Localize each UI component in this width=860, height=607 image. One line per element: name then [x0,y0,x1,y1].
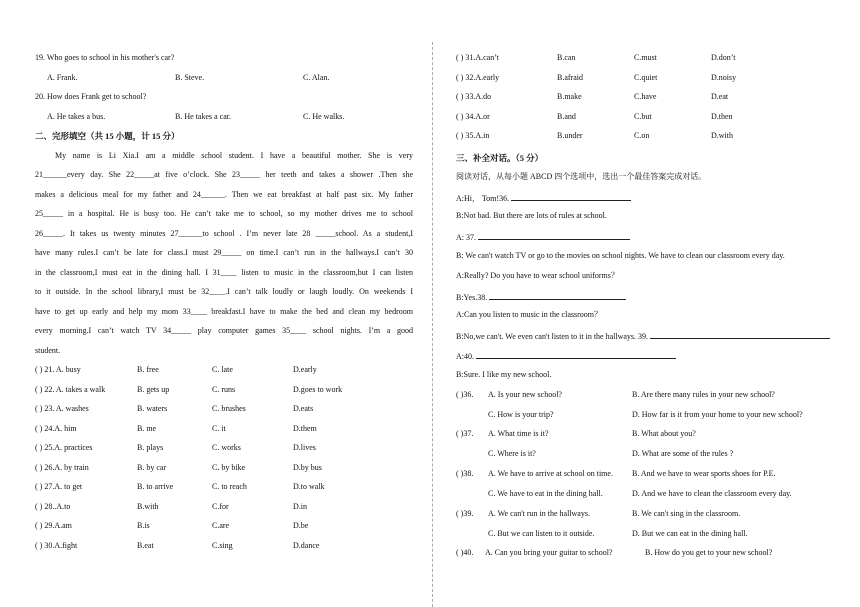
option-c: C. it [212,424,226,433]
passage-line: to it outside. In the school library,I must be 32____.I can’t talk loudly or laugh loudly. On weekends I [35,287,413,296]
choice-a: A. We can't run in the hallways. [488,509,590,518]
option-d: D.in [293,502,307,511]
passage-line: 26_____. It takes us twenty minutes 27______to school . I’m never late 28 _____school. As a student,I [35,229,413,238]
dialogue-text: A:40. [456,352,474,361]
option-d: D.be [293,521,309,530]
question-number-option-a: ( ) 33.A.do [456,92,492,101]
option-d: D.with [711,131,733,140]
question-number-option-a: ( ) 22. A. takes a walk [35,385,106,394]
option-c: C. late [212,365,233,374]
option-c: C. brushes [212,404,246,413]
option-b: B.with [137,502,159,511]
dialogue-line [456,250,826,262]
option-a: A. He takes a bus. [47,112,106,121]
section-2-title: 二、完形填空（共 15 小题，计 15 分） [35,131,180,141]
choice-number: ( )39. [456,509,474,518]
option-d: D.eat [711,92,729,101]
choice-a: A. Can you bring your guitar to school? [485,548,613,557]
choice-b: B. What about you? [632,429,696,438]
dialogue-line [456,210,826,222]
option-d: D.by bus [293,463,322,472]
option-d: D.don’t [711,53,736,62]
option-b: B. plays [137,443,164,452]
option-b: B. by car [137,463,167,472]
question-number-option-a: ( ) 28..A.to [35,502,71,511]
question-number-option-a: ( ) 29.A.am [35,521,72,530]
option-c: C.are [212,521,230,530]
answer-blank [476,349,676,359]
choice-c: C. We have to eat in the dining hall. [488,489,603,498]
option-c: C.have [634,92,657,101]
choice-a: A. What time is it? [488,429,549,438]
option-d: D.early [293,365,317,374]
question-number-option-a: ( ) 24.A. him [35,424,77,433]
left-column [35,0,413,607]
choice-b: B. Are there many rules in your new school? [632,390,775,399]
choice-d: D. And we have to clean the classroom every day. [632,489,792,498]
dialogue-text: B:No,we can't. We even can't listen to it in the hallways. 39. [456,332,649,341]
question-number-option-a: ( ) 27.A. to get [35,482,83,491]
option-b: B.is [137,521,150,530]
option-c: C.but [634,112,652,121]
question-number-option-a: ( ) 30.A.fight [35,541,78,550]
dialogue-line [456,191,826,205]
question-19: 19. Who goes to school in his mother's car? [35,53,175,62]
option-c: C.quiet [634,73,658,82]
choice-b: B. We can't sing in the classroom. [632,509,741,518]
dialogue-text: A:Can you listen to music in the classroom？ [456,310,602,319]
dialogue-text: A:Hi， Tom!36. [456,194,510,203]
choice-number: ( )40. [456,548,474,557]
option-b: B.make [557,92,582,101]
option-b: B. He takes a car. [175,112,231,121]
passage-line: have many rules.I can’t be late for class.I must 29_____ on time.I can’t run in the hallways.I can’t 30 [35,248,413,257]
option-b: B.afraid [557,73,583,82]
option-d: D.noisy [711,73,737,82]
option-b: B. free [137,365,159,374]
question-number-option-a: ( ) 31.A.can’t [456,53,499,62]
option-c: C. works [212,443,241,452]
option-b: B.can [557,53,576,62]
passage-line: student. [35,346,61,355]
answer-blank [478,230,630,240]
dialogue-text: A:Really? Do you have to wear school uniforms？ [456,271,619,280]
choice-c: C. Where is it? [488,449,536,458]
passage-line: 21______every day. She 22_____at five o’clock. She 23_____ her teeth and takes a shower .Then she [35,170,413,179]
dialogue-text: B:Not bad. But there are lots of rules at school. [456,211,607,220]
question-number-option-a: ( ) 21. A. busy [35,365,81,374]
passage-line: in the classroom,I must eat in the dining hall. I 31____ listen to music in the classroom,but I can listen [35,268,413,277]
question-number-option-a: ( ) 26.A. by train [35,463,89,472]
choice-c: C. But we can listen to it outside. [488,529,595,538]
choice-d: D. How far is it from your home to your new school? [632,410,803,419]
option-c: C. He walks. [303,112,345,121]
answer-blank [650,329,830,339]
choice-d: D. What are some of the rules ? [632,449,734,458]
choice-b: B. And we have to wear sports shoes for P.E. [632,469,776,478]
passage-line: have to get up early and help my mom 33____ breakfast.I have to make the bed and clean my bedroom [35,307,413,316]
section-3-instructions: 阅读对话，从每小题 ABCD 四个选项中，选出一个最佳答案完成对话。 [456,172,707,181]
section-3-title: 三、补全对话。（5 分） [456,153,544,163]
dialogue-text: B:Yes.38. [456,293,488,302]
passage-line: My name is Li Xia.I am a middle school student. I have a beautiful mother. She is very [55,151,413,160]
dialogue-line [456,270,826,282]
option-d: D.goes to work [293,385,343,394]
option-b: B. gets up [137,385,170,394]
option-d: D.dance [293,541,320,550]
option-c: C. runs [212,385,236,394]
option-b: B. me [137,424,157,433]
choice-c: C. How is your trip? [488,410,554,419]
column-divider [432,42,433,607]
dialogue-text: A: 37. [456,233,476,242]
option-d: D.them [293,424,317,433]
question-20: 20. How does Frank get to school? [35,92,147,101]
option-c: C.sing [212,541,233,550]
dialogue-line [456,349,826,363]
passage-line: every morning.I can’t watch TV 34_____ play computer games 35____ school nights. I’m a good [35,326,413,335]
answer-blank [489,290,626,300]
option-b: B. Steve. [175,73,205,82]
dialogue-line [456,329,826,343]
option-b: B.and [557,112,576,121]
choice-a: A. Is your new school? [488,390,562,399]
option-b: B.eat [137,541,154,550]
right-column [456,0,826,607]
passage-line: 25_____ in a hospital. He is busy too. He can’t take me to school, so my mother drives me to school [35,209,413,218]
option-c: C. Alan. [303,73,330,82]
option-c: C.on [634,131,650,140]
option-a: A. Frank. [47,73,78,82]
question-number-option-a: ( ) 25.A. practices [35,443,93,452]
option-b: B. to arrive [137,482,174,491]
dialogue-line [456,369,826,381]
question-number-option-a: ( ) 32.A.early [456,73,500,82]
option-c: C.must [634,53,657,62]
option-c: C.for [212,502,229,511]
question-number-option-a: ( ) 35.A.in [456,131,490,140]
question-number-option-a: ( ) 34.A.or [456,112,490,121]
option-d: D.then [711,112,733,121]
option-d: D.lives [293,443,316,452]
dialogue-text: B:Sure. I like my new school. [456,370,552,379]
choice-a: A. We have to arrive at school on time. [488,469,613,478]
choice-d: D. But we can eat in the dining hall. [632,529,748,538]
option-c: C. by bike [212,463,246,472]
dialogue-line [456,290,826,304]
dialogue-line [456,230,826,244]
option-d: D.to walk [293,482,325,491]
choice-b: B. How do you get to your new school? [645,548,773,557]
choice-number: ( )37. [456,429,474,438]
option-c: C. to reach [212,482,247,491]
option-b: B.under [557,131,583,140]
choice-number: ( )36. [456,390,474,399]
answer-blank [511,191,631,201]
option-d: D.eats [293,404,314,413]
passage-line: makes a delicious meal for my father and 24______. Then we eat breakfast at half past six. My father [35,190,413,199]
choice-number: ( )38. [456,469,474,478]
option-b: B. waters [137,404,168,413]
question-number-option-a: ( ) 23. A. washes [35,404,89,413]
dialogue-line [456,309,826,321]
dialogue-text: B: We can't watch TV or go to the movies on school nights. We have to clean our classroom every day. [456,251,785,260]
